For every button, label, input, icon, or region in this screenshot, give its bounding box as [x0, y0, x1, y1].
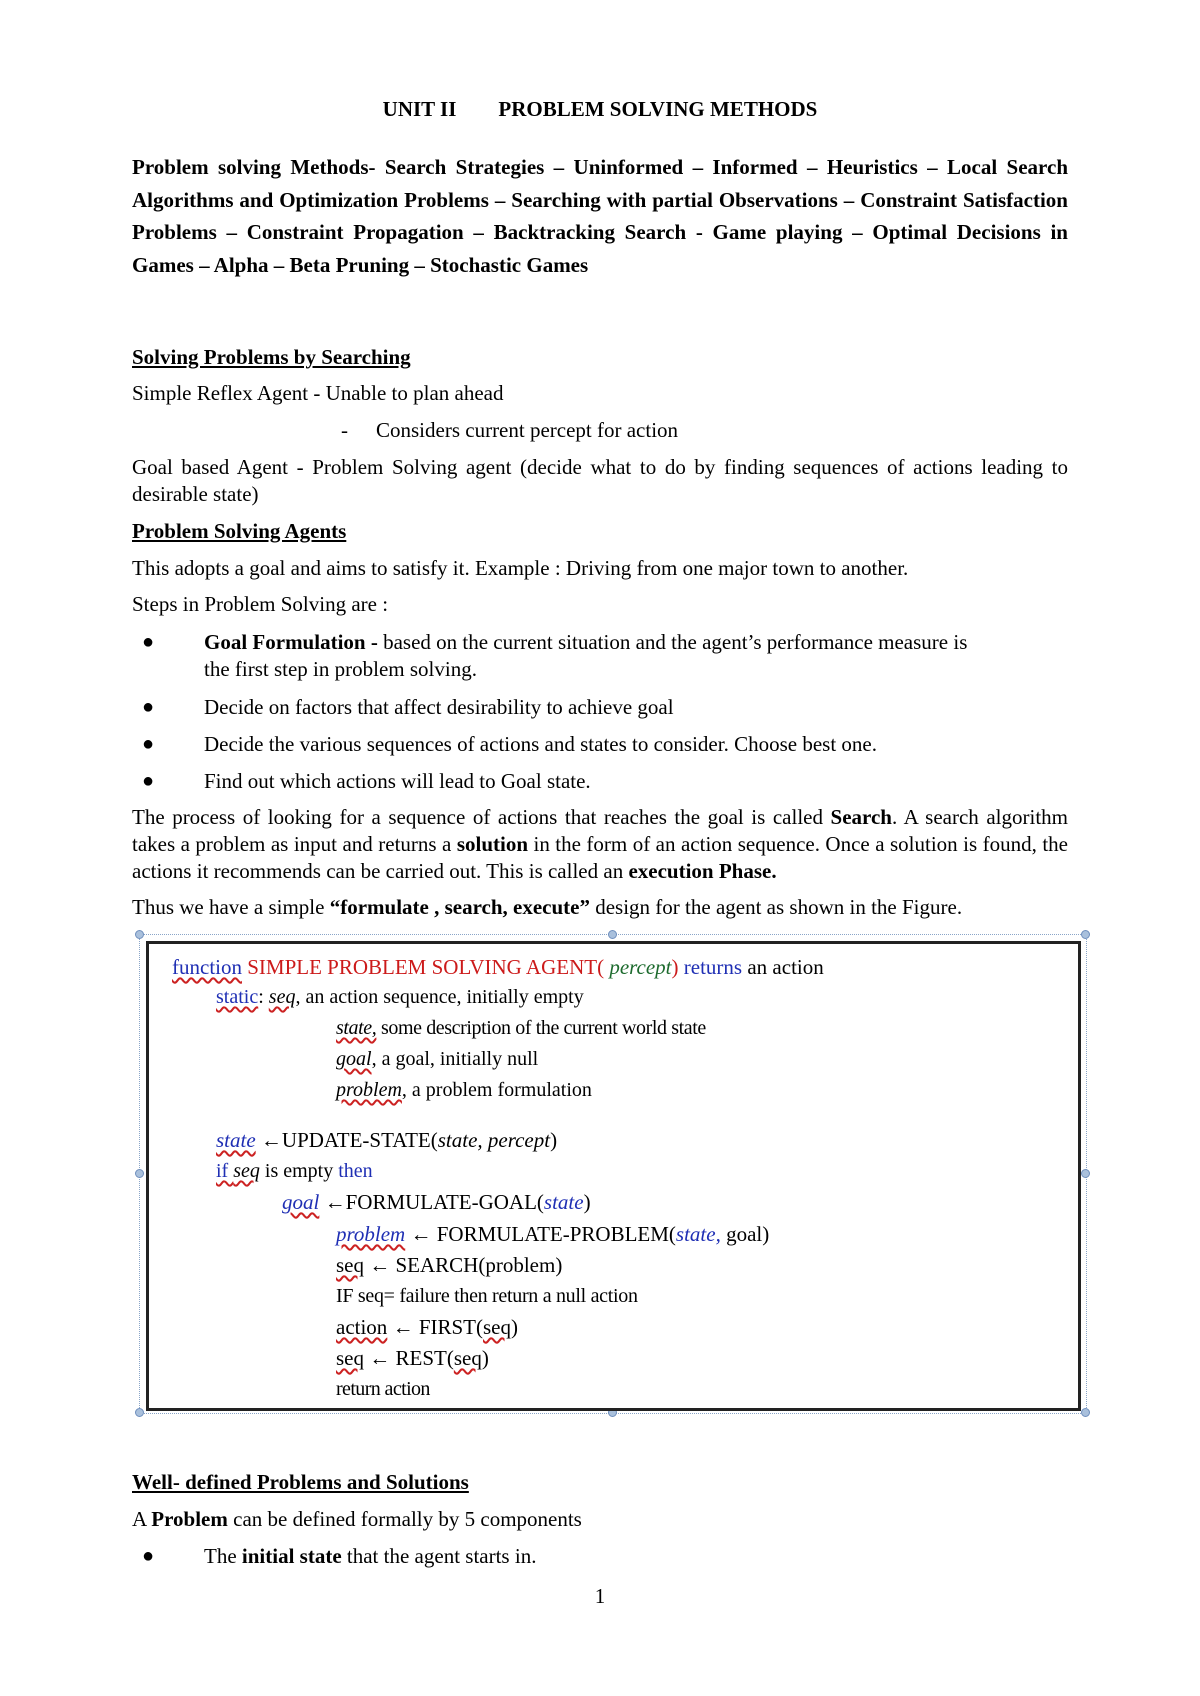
agents-intro: This adopts a goal and aims to satisfy it. Example : Driving from one major town to another.	[132, 556, 909, 580]
algo-static-problem: problem, a problem formulation	[336, 1079, 592, 1101]
bullet-dot-icon: ●	[142, 770, 155, 792]
algo-static-goal: goal, a goal, initially null	[336, 1048, 539, 1070]
bullet-dot-icon: ●	[142, 733, 155, 755]
resize-handle[interactable]	[608, 930, 617, 939]
algo-first: action ← FIRST(seq)	[336, 1315, 518, 1339]
algo-static-state: state, some description of the current world state	[336, 1017, 706, 1039]
algo-if-failure: IF seq= failure then return a null action	[336, 1285, 638, 1307]
algo-search: seq ← SEARCH(problem)	[336, 1253, 563, 1277]
problem-components-intro: A Problem can be defined formally by 5 components	[132, 1507, 582, 1531]
algo-update-state: state ←UPDATE-STATE(state, percept)	[216, 1128, 558, 1152]
algo-formulate-goal: goal ←FORMULATE-GOAL(state)	[282, 1190, 591, 1214]
algo-if: if seq is empty then	[216, 1160, 373, 1182]
resize-handle[interactable]	[1081, 930, 1090, 939]
section-heading-solving: Solving Problems by Searching	[132, 345, 411, 369]
unit-name: PROBLEM SOLVING METHODS	[498, 97, 818, 121]
resize-handle[interactable]	[135, 1169, 144, 1178]
bullet-dot-icon: ●	[142, 696, 155, 718]
steps-label: Steps in Problem Solving are :	[132, 592, 389, 616]
document-page: UNIT II PROBLEM SOLVING METHODS Problem solving Methods- Search Strategies – Uninformed – Informed – Heuristics – Local Search Algorithms and Optimization Problems – Searching with partial Observations – Constraint Satisfaction Problems – Constraint Propagation – Backtracking Search - Game playing – Optimal Decisions in Games – Alpha – Beta Pruning – Stochastic Games Solving Problems by Searching Simple Reflex Agent - Unable to plan ahead - Considers current percept for action Goal based Agent - Problem Solving agent (decide what to do by finding sequences of actions leading to desirable state) Problem Solving Agents This adopts a goal and aims to satisfy it. Example : Driving from one major town to another. Steps in Problem Solving are : ● Goal Formulation - based on the current situation and the agent’s performance measure is the first step in problem solving. ● Decide on factors that affect desirability to achieve goal ● Decide the various sequences of actions and states to consider. Choose best one. ● Find out which actions will lead to Goal state. The process of looking for a sequence of actions that reaches the goal is called Search. A search algorithm takes a problem as input and returns a solution in the form of an action sequence. Once a solution is found, the actions it recommends can be carried out. This is called an execution Phase. Thus we have a simple “formulate , search, execute” design for the agent as shown in the Figure. function SIMPLE PROBLEM SOLVING AGENT( percept) returns an action static: seq, an action sequence, initially empty state, some description of the current world state goal, a goal, initially null problem, a problem formulation state ←UPDATE-STATE(state, percept) if seq is empty then goal ←FORMULATE-GOAL(state) problem ← FORMULATE-PROBLEM(state, goal) seq ← SEARCH(problem) IF seq= failure then return a null action action ← FIRST(seq) seq ← REST(seq) return action Well- defined Problems and Solutions A Problem can be defined formally by 5 components ● The initial state that the agent starts in. 1	[0, 0, 1200, 1696]
algo-header: function SIMPLE PROBLEM SOLVING AGENT( percept) returns an action	[172, 955, 824, 979]
section-heading-agents: Problem Solving Agents	[132, 519, 347, 543]
resize-handle[interactable]	[135, 930, 144, 939]
section-heading-well-defined: Well- defined Problems and Solutions	[132, 1470, 469, 1494]
reflex-agent-point2: - Considers current percept for action	[341, 418, 679, 442]
page-number: 1	[594, 1584, 606, 1608]
topics-summary: Problem solving Methods- Search Strategies – Uninformed – Informed – Heuristics – Local Search Algorithms and Optimization Problems – Searching with partial Observations – Constraint Satisfaction Problems – Constraint Propagation – Backtracking Search - Game playing – Optimal Decisions in Games – Alpha – Beta Pruning – Stochastic Games	[132, 155, 1068, 277]
page-title	[0, 97, 1200, 122]
formulate-sentence: Thus we have a simple “formulate , search, execute” design for the agent as shown in the Figure.	[132, 895, 963, 919]
goal-agent-paragraph: Goal based Agent - Problem Solving agent (decide what to do by finding sequences of actions leading to desirable state)	[132, 455, 1068, 506]
algo-formulate-problem: problem ← FORMULATE-PROBLEM(state, goal)	[336, 1222, 770, 1246]
resize-handle[interactable]	[135, 1408, 144, 1417]
resize-handle[interactable]	[1081, 1169, 1090, 1178]
resize-handle[interactable]	[1081, 1408, 1090, 1417]
bullet-dot-icon: ●	[142, 1545, 155, 1567]
bullet-dot-icon: ●	[142, 631, 155, 653]
search-paragraph: The process of looking for a sequence of actions that reaches the goal is called Search. A search algorithm takes a problem as input and returns a solution in the form of an action sequence. Once a solution is found, the actions it recommends can be carried out. This is called an execution Phase.	[132, 805, 1068, 883]
algo-return: return action	[336, 1378, 430, 1400]
reflex-agent-line: Simple Reflex Agent - Unable to plan ahead	[132, 381, 504, 405]
unit-label: UNIT II	[382, 97, 457, 121]
algo-rest: seq ← REST(seq)	[336, 1346, 489, 1370]
algo-static: static: seq, an action sequence, initially empty	[216, 986, 584, 1008]
